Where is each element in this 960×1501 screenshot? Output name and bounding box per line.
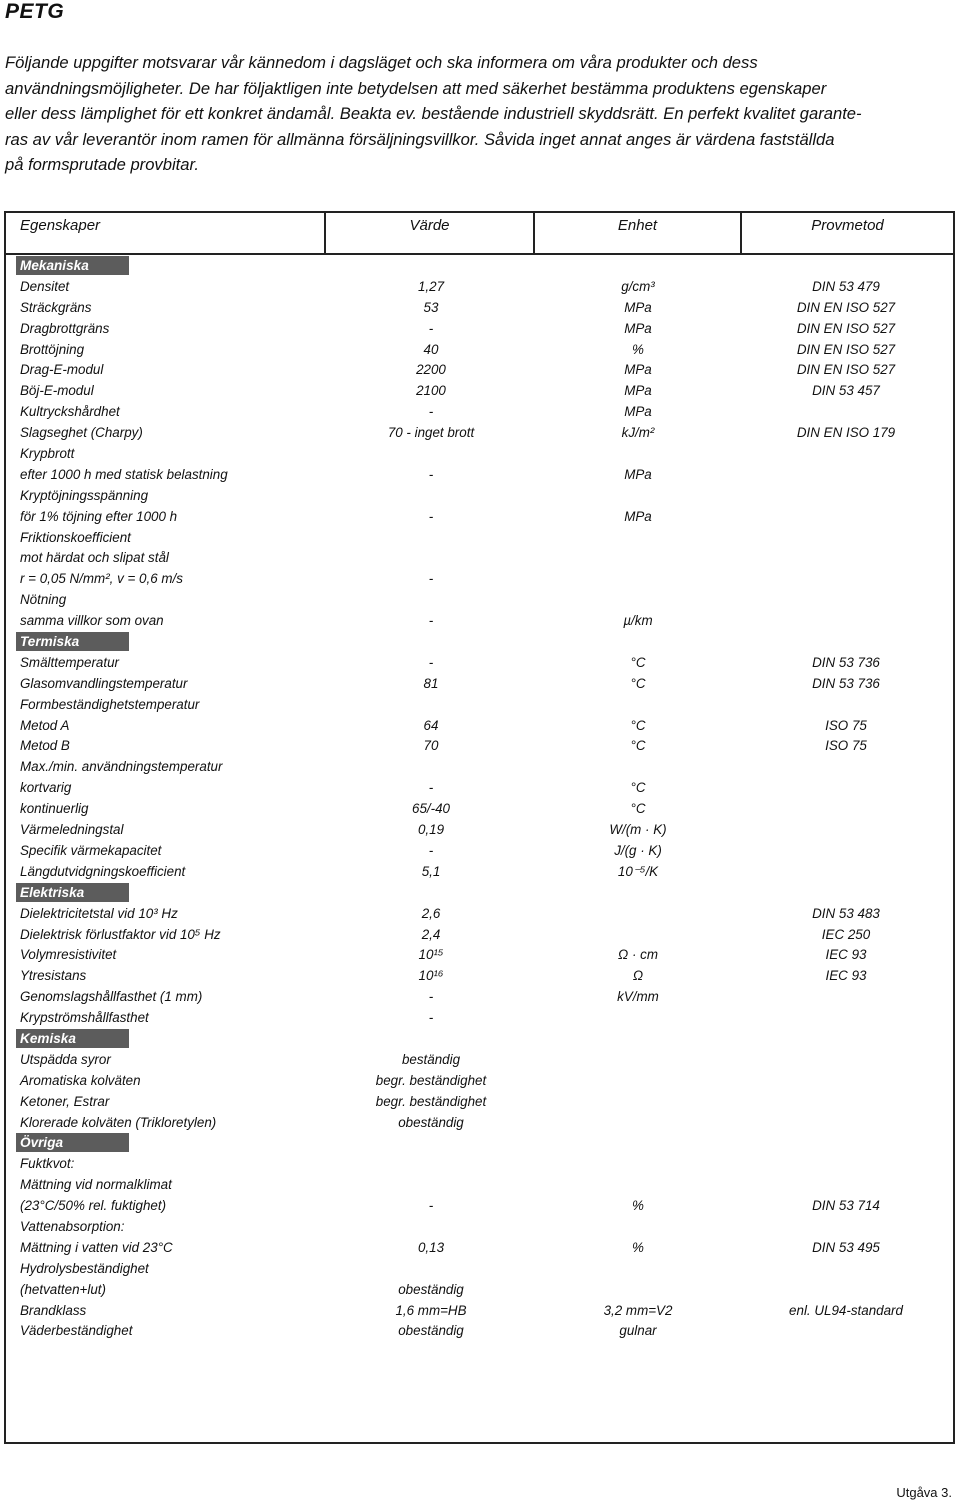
table-row bbox=[16, 589, 941, 610]
unit-cell: J/(g · K) bbox=[614, 842, 662, 858]
unit-cell: MPa bbox=[624, 362, 652, 378]
value-cell: obeständig bbox=[398, 1281, 464, 1297]
table-row bbox=[16, 1320, 941, 1341]
table-row bbox=[16, 485, 941, 506]
unit-cell: kJ/m² bbox=[621, 425, 655, 441]
table-row bbox=[16, 1300, 941, 1321]
table-row bbox=[16, 359, 941, 380]
method-cell: DIN EN ISO 527 bbox=[796, 320, 896, 336]
property-cell: Krypströmshållfasthet bbox=[20, 1010, 149, 1026]
section-label: Kemiska bbox=[16, 1029, 129, 1048]
value-cell: - bbox=[428, 654, 434, 670]
property-cell: Dragbrottgräns bbox=[20, 320, 110, 336]
value-cell: - bbox=[428, 404, 434, 420]
unit-cell: °C bbox=[630, 801, 646, 817]
method-cell: IEC 250 bbox=[821, 926, 871, 942]
unit-cell: °C bbox=[630, 717, 646, 733]
method-cell: DIN 53 457 bbox=[812, 383, 880, 399]
property-cell: Specifik värmekapacitet bbox=[20, 842, 162, 858]
property-cell: Vattenabsorption: bbox=[20, 1218, 125, 1234]
unit-cell: kV/mm bbox=[617, 989, 659, 1005]
unit-cell: µ/km bbox=[623, 613, 653, 629]
unit-cell: g/cm³ bbox=[621, 278, 655, 294]
property-cell: Genomslagshållfasthet (1 mm) bbox=[20, 989, 203, 1005]
value-cell: - bbox=[428, 1010, 434, 1026]
unit-cell: MPa bbox=[624, 383, 652, 399]
property-cell: Kultryckshårdhet bbox=[20, 404, 120, 420]
method-cell: ISO 75 bbox=[825, 717, 867, 733]
value-cell: - bbox=[428, 466, 434, 482]
section-label: Termiska bbox=[16, 632, 129, 651]
unit-cell: gulnar bbox=[619, 1323, 657, 1339]
unit-cell: MPa bbox=[624, 299, 652, 315]
value-cell: 2,6 bbox=[421, 905, 441, 921]
table-row bbox=[16, 1112, 941, 1133]
value-cell: 81 bbox=[423, 675, 439, 691]
method-cell: DIN EN ISO 179 bbox=[796, 425, 896, 441]
table-row bbox=[16, 527, 941, 548]
property-cell: Ketoner, Estrar bbox=[20, 1093, 110, 1109]
property-cell: Dielektricitetstal vid 10³ Hz bbox=[20, 905, 178, 921]
property-cell: Kryptöjningsspänning bbox=[20, 487, 149, 503]
value-cell: 53 bbox=[423, 299, 439, 315]
value-cell: begr. beständighet bbox=[375, 1072, 487, 1088]
table-row bbox=[16, 777, 941, 798]
edition-label: Utgåva 3. bbox=[896, 1485, 952, 1500]
unit-cell: MPa bbox=[624, 404, 652, 420]
table-row bbox=[16, 276, 941, 297]
table-row bbox=[16, 380, 941, 401]
method-cell: DIN 53 483 bbox=[812, 905, 880, 921]
value-cell: 40 bbox=[423, 341, 439, 357]
method-cell: DIN EN ISO 527 bbox=[796, 341, 896, 357]
property-cell: Klorerade kolväten (Trikloretylen) bbox=[20, 1114, 217, 1130]
table-row bbox=[16, 1153, 941, 1174]
section-label: Elektriska bbox=[16, 883, 129, 902]
table-row bbox=[16, 547, 941, 568]
table-row bbox=[16, 652, 941, 673]
method-cell: IEC 93 bbox=[825, 947, 867, 963]
property-cell: Glasomvandlingstemperatur bbox=[20, 675, 188, 691]
table-row bbox=[16, 673, 941, 694]
table-row bbox=[16, 986, 941, 1007]
property-cell: Friktionskoefficient bbox=[20, 529, 131, 545]
method-cell: DIN 53 495 bbox=[812, 1239, 880, 1255]
value-cell: 70 bbox=[423, 738, 439, 754]
property-cell: Max./min. användningstemperatur bbox=[20, 759, 223, 775]
property-cell: (23°C/50% rel. fuktighet) bbox=[20, 1198, 167, 1214]
table-row bbox=[16, 965, 941, 986]
value-cell: 10¹⁵ bbox=[418, 947, 444, 963]
property-cell: Metod B bbox=[20, 738, 70, 754]
value-cell: - bbox=[428, 842, 434, 858]
property-cell: r = 0,05 N/mm², v = 0,6 m/s bbox=[20, 571, 183, 587]
intro-line: eller dess lämplighet för ett konkret ändamål. Beakta ev. bestående industriell skyddsrätt. En perfekt kvalitet garante- bbox=[5, 104, 862, 123]
value-cell: 2,4 bbox=[421, 926, 441, 942]
value-cell: 1,6 mm=HB bbox=[395, 1302, 467, 1318]
unit-cell: °C bbox=[630, 675, 646, 691]
value-cell: - bbox=[428, 508, 434, 524]
table-row bbox=[16, 694, 941, 715]
table-row bbox=[16, 297, 941, 318]
header-provmetod: Provmetod bbox=[740, 211, 955, 255]
header-egenskaper: Egenskaper bbox=[4, 211, 326, 255]
value-cell: 65/-40 bbox=[412, 801, 450, 817]
section-label: Övriga bbox=[16, 1133, 129, 1152]
property-cell: Mättning vid normalklimat bbox=[20, 1177, 172, 1193]
property-cell: Längdutvidgningskoefficient bbox=[20, 863, 186, 879]
table-row bbox=[16, 1007, 941, 1028]
property-cell: Utspädda syror bbox=[20, 1051, 111, 1067]
unit-cell: MPa bbox=[624, 508, 652, 524]
table-row bbox=[16, 1237, 941, 1258]
property-cell: Sträckgräns bbox=[20, 299, 92, 315]
table-row bbox=[16, 1174, 941, 1195]
value-cell: 0,13 bbox=[417, 1239, 445, 1255]
section-row bbox=[16, 1132, 941, 1153]
table-row bbox=[16, 401, 941, 422]
property-cell: Väderbeständighet bbox=[20, 1323, 133, 1339]
unit-cell: MPa bbox=[624, 466, 652, 482]
property-cell: Slagseghet (Charpy) bbox=[20, 425, 143, 441]
value-cell: - bbox=[428, 780, 434, 796]
property-cell: Formbeständighetstemperatur bbox=[20, 696, 200, 712]
unit-cell: W/(m · K) bbox=[609, 822, 667, 838]
value-cell: 1,27 bbox=[417, 278, 445, 294]
value-cell: 0,19 bbox=[417, 822, 445, 838]
value-cell: - bbox=[428, 571, 434, 587]
value-cell: 70 - inget brott bbox=[387, 425, 475, 441]
property-cell: för 1% töjning efter 1000 h bbox=[20, 508, 178, 524]
unit-cell: Ω · cm bbox=[618, 947, 658, 963]
table-row bbox=[16, 464, 941, 485]
table-row bbox=[16, 1258, 941, 1279]
property-cell: efter 1000 h med statisk belastning bbox=[20, 466, 228, 482]
value-cell: begr. beständighet bbox=[375, 1093, 487, 1109]
page-title: PETG bbox=[5, 0, 65, 23]
table-row bbox=[16, 715, 941, 736]
value-cell: obeständig bbox=[398, 1323, 464, 1339]
value-cell: - bbox=[428, 320, 434, 336]
property-cell: Brandklass bbox=[20, 1302, 87, 1318]
properties-table-body bbox=[16, 255, 941, 1341]
table-row bbox=[16, 318, 941, 339]
table-row bbox=[16, 339, 941, 360]
method-cell: DIN EN ISO 527 bbox=[796, 362, 896, 378]
table-row bbox=[16, 422, 941, 443]
intro-line: på formsprutade provbitar. bbox=[5, 155, 199, 174]
unit-cell: % bbox=[632, 341, 644, 357]
property-cell: Krypbrott bbox=[20, 446, 75, 462]
header-enhet: Enhet bbox=[533, 211, 742, 255]
property-cell: Dielektrisk förlustfaktor vid 10⁵ Hz bbox=[20, 926, 221, 942]
table-row bbox=[16, 443, 941, 464]
method-cell: DIN 53 736 bbox=[812, 654, 880, 670]
method-cell: DIN 53 479 bbox=[812, 278, 880, 294]
table-row bbox=[16, 1091, 941, 1112]
table-row bbox=[16, 1216, 941, 1237]
value-cell: 2100 bbox=[416, 383, 446, 399]
property-cell: Ytresistans bbox=[20, 968, 87, 984]
table-row bbox=[16, 924, 941, 945]
unit-cell: °C bbox=[630, 738, 646, 754]
section-row bbox=[16, 631, 941, 652]
table-row bbox=[16, 756, 941, 777]
value-cell: 10¹⁶ bbox=[418, 968, 444, 984]
value-cell: - bbox=[428, 613, 434, 629]
table-row bbox=[16, 903, 941, 924]
unit-cell: % bbox=[632, 1198, 644, 1214]
unit-cell: °C bbox=[630, 780, 646, 796]
property-cell: Böj-E-modul bbox=[20, 383, 94, 399]
method-cell: enl. UL94-standard bbox=[789, 1302, 903, 1318]
property-cell: mot härdat och slipat stål bbox=[20, 550, 169, 566]
value-cell: 64 bbox=[423, 717, 439, 733]
property-cell: (hetvatten+lut) bbox=[20, 1281, 106, 1297]
unit-cell: 3,2 mm=V2 bbox=[603, 1302, 673, 1318]
property-cell: Densitet bbox=[20, 278, 70, 294]
property-cell: Volymresistivitet bbox=[20, 947, 117, 963]
method-cell: DIN 53 714 bbox=[812, 1198, 880, 1214]
value-cell: beständig bbox=[401, 1051, 461, 1067]
value-cell: - bbox=[428, 1198, 434, 1214]
table-row bbox=[16, 1279, 941, 1300]
unit-cell: Ω bbox=[632, 968, 644, 984]
intro-paragraph bbox=[5, 50, 950, 178]
table-row bbox=[16, 1195, 941, 1216]
table-row bbox=[16, 1070, 941, 1091]
header-varde: Värde bbox=[324, 211, 535, 255]
section-label: Mekaniska bbox=[16, 256, 129, 275]
property-cell: Hydrolysbeständighet bbox=[20, 1260, 149, 1276]
method-cell: IEC 93 bbox=[825, 968, 867, 984]
table-row bbox=[16, 840, 941, 861]
intro-line: Följande uppgifter motsvarar vår kännedom i dagsläget och ska informera om våra produkter och dess bbox=[5, 53, 758, 72]
section-row bbox=[16, 255, 941, 276]
method-cell: DIN 53 736 bbox=[812, 675, 880, 691]
intro-line: användningsmöjligheter. De har följaktligen inte betydelsen att med säkerhet bestämma produktens egenskaper bbox=[5, 78, 827, 98]
unit-cell: 10⁻⁵/K bbox=[617, 863, 659, 879]
property-cell: kontinuerlig bbox=[20, 801, 89, 817]
method-cell: DIN EN ISO 527 bbox=[796, 299, 896, 315]
method-cell: ISO 75 bbox=[825, 738, 867, 754]
value-cell: - bbox=[428, 989, 434, 1005]
property-cell: Metod A bbox=[20, 717, 70, 733]
unit-cell: % bbox=[632, 1239, 644, 1255]
property-cell: kortvarig bbox=[20, 780, 72, 796]
value-cell: obeständig bbox=[398, 1114, 464, 1130]
property-cell: Smälttemperatur bbox=[20, 654, 119, 670]
intro-line: ras av vår leverantör inom ramen för allmänna försäljningsvillkor. Såvida inget annat anges är värdena fastställda bbox=[5, 129, 835, 149]
unit-cell: MPa bbox=[624, 320, 652, 336]
table-row bbox=[16, 610, 941, 631]
property-cell: Fuktkvot: bbox=[20, 1156, 75, 1172]
table-row bbox=[16, 861, 941, 882]
value-cell: 5,1 bbox=[421, 863, 441, 879]
table-row bbox=[16, 568, 941, 589]
value-cell: 2200 bbox=[416, 362, 446, 378]
property-cell: Brottöjning bbox=[20, 341, 85, 357]
property-cell: Mättning i vatten vid 23°C bbox=[20, 1239, 173, 1255]
table-row bbox=[16, 735, 941, 756]
table-row bbox=[16, 944, 941, 965]
table-row bbox=[16, 506, 941, 527]
property-cell: Värmeledningstal bbox=[20, 822, 124, 838]
section-row bbox=[16, 882, 941, 903]
table-row bbox=[16, 798, 941, 819]
property-cell: samma villkor som ovan bbox=[20, 613, 164, 629]
section-row bbox=[16, 1028, 941, 1049]
table-row bbox=[16, 819, 941, 840]
property-cell: Aromatiska kolväten bbox=[20, 1072, 141, 1088]
property-cell: Drag-E-modul bbox=[20, 362, 104, 378]
property-cell: Nötning bbox=[20, 592, 67, 608]
unit-cell: °C bbox=[630, 654, 646, 670]
table-row bbox=[16, 1049, 941, 1070]
